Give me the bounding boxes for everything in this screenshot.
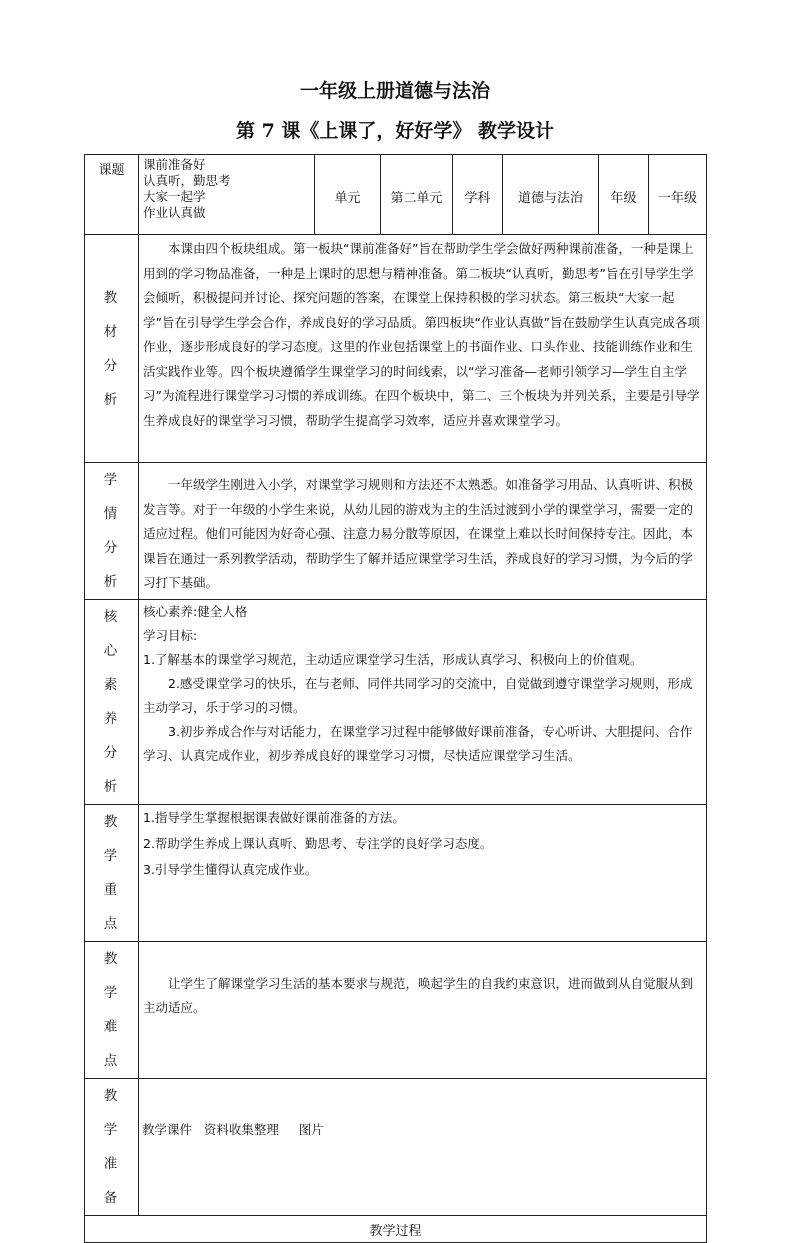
core-literacy-statement: 核心素养:健全人格 bbox=[143, 604, 248, 619]
info-row bbox=[85, 155, 707, 235]
label-line: 分析 bbox=[103, 357, 128, 408]
topic-item: 认真听，勤思考 bbox=[143, 173, 231, 188]
key-points-row bbox=[85, 805, 707, 942]
topic-item: 作业认真做 bbox=[143, 205, 206, 220]
preparation-row bbox=[85, 1079, 707, 1216]
grade-value: 一年级 bbox=[649, 155, 707, 235]
material-analysis-text bbox=[139, 235, 707, 463]
topic-list bbox=[139, 155, 315, 235]
difficulty-row bbox=[85, 942, 707, 1079]
learner-analysis-row bbox=[85, 463, 707, 600]
key-points-content bbox=[139, 805, 707, 942]
goal-item: 3.初步养成合作与对话能力，在课堂学习过程中能够做好课前准备，专心听讲、大胆提问、合作学习、认真完成作业，初步养成良好的课堂学习习惯，尽快适应课堂学习生活。 bbox=[143, 724, 693, 763]
process-header-row bbox=[85, 1216, 707, 1243]
label-line: 素养 bbox=[103, 677, 128, 727]
unit-label: 单元 bbox=[315, 155, 381, 235]
core-literacy-content bbox=[139, 600, 707, 805]
label-line: 教学 bbox=[103, 814, 128, 864]
label-line: 重点 bbox=[103, 882, 128, 932]
subject-label: 学科 bbox=[453, 155, 503, 235]
key-point-item: 1.指导学生掌握根据课表做好课前准备的方法。 bbox=[143, 810, 405, 825]
goal-item: 2.感受课堂学习的快乐，在与老师、同伴共同学习的交流中，自觉做到遵守课堂学习规则，形成主动学习，乐于学习的习惯。 bbox=[143, 676, 693, 715]
paragraph: 一年级学生刚进入小学，对课堂学习规则和方法还不太熟悉。如准备学习用品、认真听讲、积极发言等。对于一年级的小学生来说，从幼儿园的游戏为主的生活过渡到小学的课堂学习，需要一定的适应过程。他们可能因为好奇心强、注意力易分散等原因，在课堂上难以长时间保持专注。因此，本课旨在通过一系列教学活动，帮助学生了解并适应课堂学习生活，养成良好的学习习惯，为今后的学习打下基础。 bbox=[143, 477, 694, 590]
document-subtitle: 一年级上册道德与法治 bbox=[299, 80, 490, 102]
lesson-plan-table bbox=[84, 154, 707, 1243]
goal-item: 1.了解基本的课堂学习规范，主动适应课堂学习生活，形成认真学习、积极向上的价值观。 bbox=[143, 652, 643, 667]
label-line: 准备 bbox=[103, 1156, 128, 1206]
process-header: 教学过程 bbox=[85, 1216, 707, 1243]
learner-analysis-label bbox=[85, 463, 139, 600]
core-literacy-label bbox=[85, 600, 139, 805]
label-line: 难点 bbox=[103, 1019, 128, 1069]
grade-label: 年级 bbox=[599, 155, 649, 235]
paragraph: 本课由四个板块组成。第一板块“课前准备好”旨在帮助学生学会做好两种课前准备，一种是课上用到的学习物品准备，一种是上课时的思想与精神准备。第二板块“认真听，勤思考”旨在引导学生学会倾听，积极提问并讨论、探究问题的答案，在课堂上保持积极的学习状态。第三板块“大家一起学”旨在引导学生学会合作，养成良好的学习品质。第四板块“作业认真做”旨在鼓励学生认真完成各项作业，逐步形成良好的学习态度。这里的作业包括课堂上的书面作业、口头作业、技能训练作业和生活实践作业等。四个板块遵循学生课堂学习的时间线索，以“学习准备—老师引领学习—学生自主学习”为流程进行课堂学习习惯的养成训练。在四个板块中，第二、三个板块为并列关系，主要是引导学生养成良好的课堂学习习惯，帮助学生提高学习效率，适应并喜欢课堂学习。 bbox=[143, 241, 700, 428]
label-line: 分析 bbox=[103, 540, 128, 590]
learner-analysis-text bbox=[139, 463, 707, 600]
label-line: 核心 bbox=[103, 609, 128, 659]
material-analysis-label bbox=[85, 235, 139, 463]
unit-value: 第二单元 bbox=[381, 155, 453, 235]
topic-item: 大家一起学 bbox=[143, 189, 206, 204]
label-line: 学情 bbox=[103, 472, 128, 522]
material-analysis-row bbox=[85, 235, 707, 463]
key-point-item: 3.引导学生懂得认真完成作业。 bbox=[143, 862, 318, 877]
difficulty-label bbox=[85, 942, 139, 1079]
goals-title: 学习目标: bbox=[143, 628, 198, 643]
label-line: 教学 bbox=[103, 951, 128, 1001]
preparation-text: 教学课件 资料收集整理 图片 bbox=[139, 1079, 707, 1216]
topic-label: 课题 bbox=[85, 155, 139, 235]
topic-item: 课前准备好 bbox=[143, 157, 206, 172]
label-line: 教材 bbox=[103, 289, 128, 340]
label-line: 分析 bbox=[103, 745, 128, 795]
subject-value: 道德与法治 bbox=[503, 155, 599, 235]
key-point-item: 2.帮助学生养成上课认真听、勤思考、专注学的良好学习态度。 bbox=[143, 836, 493, 851]
preparation-label bbox=[85, 1079, 139, 1216]
core-literacy-row bbox=[85, 600, 707, 805]
difficulty-text: 让学生了解课堂学习生活的基本要求与规范，唤起学生的自我约束意识，进而做到从自觉服从到主动适应。 bbox=[139, 942, 707, 1079]
label-line: 教学 bbox=[103, 1088, 128, 1138]
key-points-label bbox=[85, 805, 139, 942]
document-title: 第 7 课《上课了，好好学》 教学设计 bbox=[235, 120, 555, 142]
